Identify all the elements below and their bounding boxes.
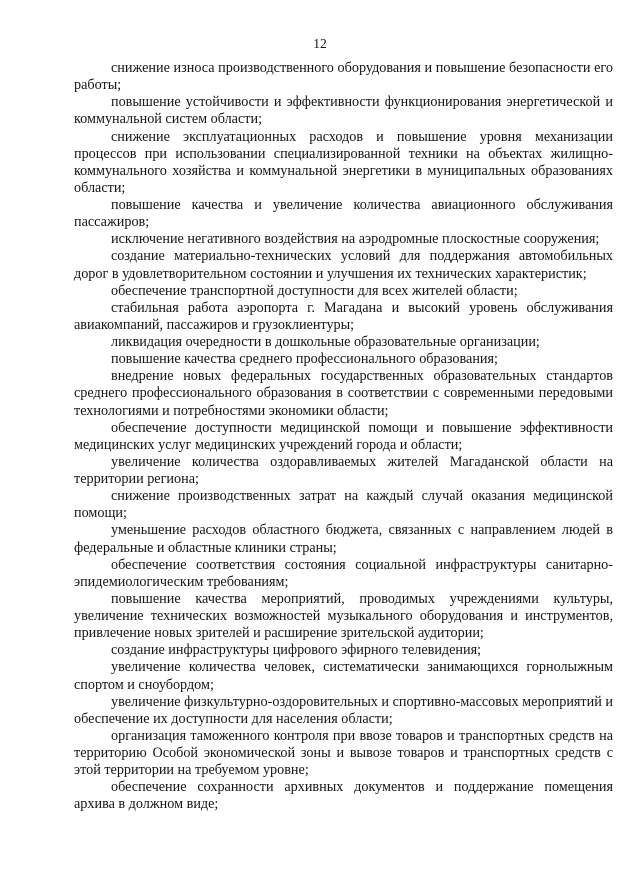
list-item: повышение качества мероприятий, проводимых учреждениями культуры, увеличение технических возможностей музыкального оборудования и инструментов, привлечение новых зрителей и расширение зрительской аудитории; [74,590,613,642]
list-item: повышение качества среднего профессионального образования; [111,351,498,368]
list-item: повышение качества и увеличение количества авиационного обслуживания пассажиров; [74,197,613,231]
list-item: обеспечение сохранности архивных документов и поддержание помещения архива в должном виде; [74,779,613,813]
page-number: 12 [313,36,327,51]
list-item: уменьшение расходов областного бюджета, связанных с направлением людей в федеральные и областные клиники страны; [74,522,613,556]
list-item: организация таможенного контроля при ввозе товаров и транспортных средств на территорию Особой экономической зоны и вывозе товаров и транспортных средств с этой территории на требуемом уровне; [74,727,613,779]
list-item: снижение производственных затрат на каждый случай оказания медицинской помощи; [74,488,613,522]
document-body [74,60,613,814]
list-item: создание инфраструктуры цифрового эфирного телевидения; [111,642,482,659]
list-item: обеспечение соответствия состояния социальной инфраструктуры санитарно-эпидемиологическим требованиям; [74,556,613,590]
list-item: исключение негативного воздействия на аэродромные плоскостные сооружения; [111,231,600,248]
list-item: снижение эксплуатационных расходов и повышение уровня механизации процессов при использовании специализированной техники на объектах жилищно-коммунального хозяйства и коммунальной энергетики в муниципальных образованиях области; [74,128,613,196]
list-item: увеличение количества человек, систематически занимающихся горнолыжным спортом и сноубордом; [74,659,613,693]
list-item: внедрение новых федеральных государственных образовательных стандартов среднего профессионального образования в соответствии с современными передовыми технологиями и потребностями экономики области; [74,368,613,419]
list-item: стабильная работа аэропорта г. Магадана и высокий уровень обслуживания авиакомпаний, пассажиров и грузоклиентуры; [74,299,613,333]
list-item: повышение устойчивости и эффективности функционирования энергетической и коммунальной систем области; [74,94,613,128]
list-item: создание материально-технических условий для поддержания автомобильных дорог в удовлетворительном состоянии и улучшения их технических характеристик; [74,248,613,282]
list-item: увеличение физкультурно-оздоровительных и спортивно-массовых мероприятий и обеспечение их доступности для населения области; [74,693,613,727]
list-item: ликвидация очередности в дошкольные образовательные организации; [111,334,540,350]
list-item: обеспечение доступности медицинской помощи и повышение эффективности медицинских услуг медицинских учреждений города и области; [74,419,613,453]
list-item: снижение износа производственного оборудования и повышение безопасности его работы; [74,60,613,94]
list-item: увеличение количества оздоравливаемых жителей Магаданской области на территории региона; [74,453,613,487]
list-item: обеспечение транспортной доступности для всех жителей области; [111,282,518,299]
